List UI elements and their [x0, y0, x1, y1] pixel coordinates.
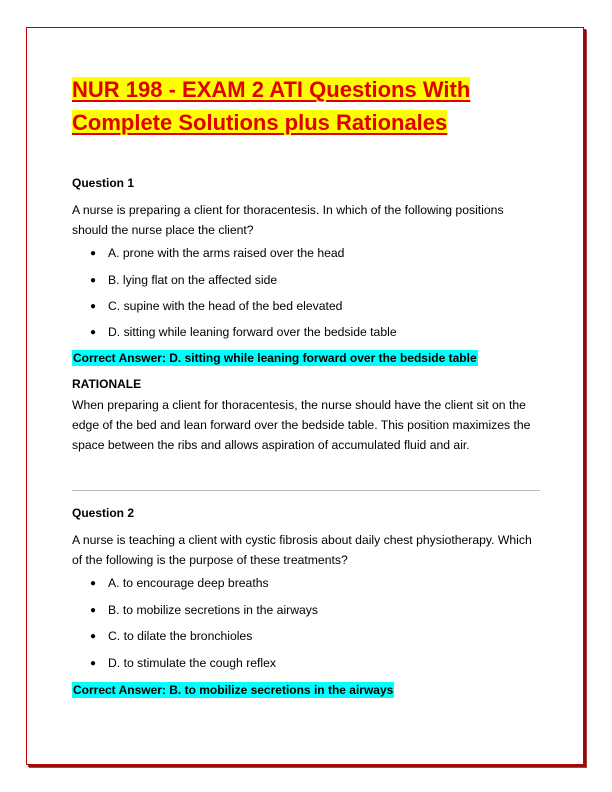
question-2-option-d: [90, 656, 276, 670]
question-divider: [72, 490, 540, 491]
option-text: C. to dilate the bronchioles: [108, 629, 253, 643]
question-2-correct-answer: Correct Answer: B. to mobilize secretions in the airways: [73, 683, 394, 697]
bullet-icon: ●: [90, 326, 97, 338]
question-2-option-b: [90, 603, 318, 617]
document-title: [72, 73, 542, 139]
document-title-text: NUR 198 - EXAM 2 ATI Questions With Complete Solutions plus Rationales: [72, 77, 471, 135]
question-2-text: A nurse is teaching a client with cystic fibrosis about daily chest physiotherapy. Which of the following is the purpose of these treatments?: [72, 533, 532, 567]
question-1-label: Question 1: [72, 176, 135, 190]
option-text: B. lying flat on the affected side: [108, 273, 278, 287]
question-1-option-a: [90, 246, 344, 260]
option-text: D. sitting while leaning forward over the bedside table: [108, 325, 397, 339]
question-2-option-a: [90, 576, 269, 590]
bullet-icon: ●: [90, 577, 97, 589]
bullet-icon: ●: [90, 630, 97, 642]
question-1-text: A nurse is preparing a client for thoracentesis. In which of the following positions should the nurse place the client?: [72, 203, 504, 237]
bullet-icon: ●: [90, 604, 97, 616]
option-text: D. to stimulate the cough reflex: [108, 656, 277, 670]
question-2-label: Question 2: [72, 506, 135, 520]
option-text: A. to encourage deep breaths: [108, 576, 269, 590]
bullet-icon: ●: [90, 274, 97, 286]
question-1-option-c: [90, 299, 342, 313]
bullet-icon: ●: [90, 300, 97, 312]
option-text: C. supine with the head of the bed elevated: [108, 299, 343, 313]
option-text: A. prone with the arms raised over the head: [108, 246, 345, 260]
question-1-correct-answer: Correct Answer: D. sitting while leaning forward over the bedside table: [73, 351, 477, 365]
question-2-option-c: [90, 629, 252, 643]
option-text: B. to mobilize secretions in the airways: [108, 603, 318, 617]
bullet-icon: ●: [90, 247, 97, 259]
bullet-icon: ●: [90, 657, 97, 669]
question-1-option-d: [90, 325, 397, 339]
question-1-rationale-heading: RATIONALE: [72, 377, 142, 391]
question-1-rationale-text: When preparing a client for thoracentesis, the nurse should have the client sit on the edge of the bed and lean forward over the bedside table. This position maximizes the space between the ribs and allows aspiration of accumulated fluid and air.: [72, 398, 531, 452]
question-1-option-b: [90, 273, 277, 287]
